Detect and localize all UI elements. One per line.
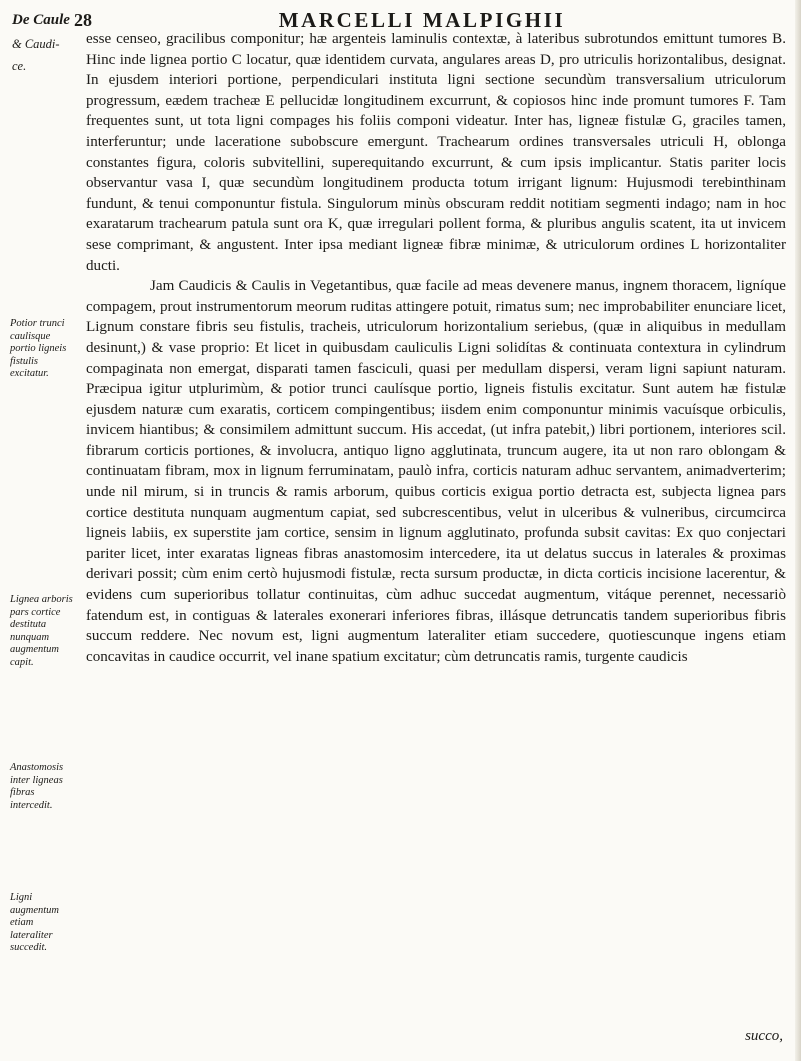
margin-running-head-line: & Caudi- — [12, 37, 60, 51]
page-number: 28 — [74, 10, 92, 30]
paragraph: Jam Caudicis & Caulis in Vegetantibus, quæ facile ad meas devenere manus, ingnem thoracem, ligníque compagem, prout instrumentorum meorum ruditas attingere potuit, rimatus sum; nec improbabiliter enunciare licet, Lignum constare fibris seu fistulis, tracheis, utriculorum horizontalium seriebus, (quæ in aliquibus in medullam desinunt,) & vase proprio: Et licet in quibusdam cauliculis Ligni solidítas & continuata contextura in cylindrum compaginata non emergat, disparati tamen fasciculi, quasi per medullam dispersi, veram ligni sapiunt naturam. Præcipua igitur utplurimùm, & potior trunci caulísque portio, ligneis fistulis excitatur. Sunt autem hæ fistulæ ejusdem naturæ cum exaratis, corticem compingentibus; iisdem enim componuntur minimis vacuísque orbiculis, invicem hiantibus; & consimilem admittunt succum. His accedat, (ut infra patebit,) libri portionem, interiores scil. fibrarum corticis portiones, & involucra, antiquo ligno agglutinata, truncum augere, ita ut non raro oblongam & continuatam fibram, mox in lignum ferruminatam, paulò infra, corticis naturam adhuc servantem, animadverterim; unde nil mirum, si in truncis & ramis arborum, quibus corticis exigua portio detracta est, subjecta lignea pars cortice destituta nunquam augmentum capiat, sed subcrescentibus, velut in ulceribus & vulneribus, circumcirca ligneis labiis, ex superstite jam cortice, sensim in lignum agglutinato, profunda subsit cavitas: Ex quo conjectari pariter licet, inter exaratas ligneas fibras anastomosim intercedere, ita ut delatus succus in laterales & proximas derivari possit; cùm enim certò hujusmodi fistulæ, recta sursum productæ, in dicta corticis incisione lacerentur, & evidens cum superioribus tollatur continuitas, cùm adhuc succedat augmentum, vitáque perennet, necessariò fatendum est, in contiguas & laterales exonerari inferiores fibras, illásque detruncatis tandem superioribus fibris succum reddere. Nec novum est, ligni augmentum lateraliter etiam succedere, quotiescunque ingens etiam concavitas in caudice occurrit, vel inane spatium excitatur; cùm detruncatis ramis, turgente caudicis — [86, 278, 786, 665]
margin-note: Ligni augmentum etiam lateraliter succedit. — [10, 892, 59, 953]
running-head-left: De Caule — [12, 12, 70, 28]
margin-note: Potior trunci caulisque portio ligneis fistulis excitatur. — [10, 318, 67, 379]
page-edge-shadow — [795, 0, 801, 1061]
margin-note: Anastomosis inter ligneas fibras intercedit. — [10, 762, 64, 811]
paragraph: esse censeo, gracilibus componitur; hæ argenteis laminulis contextæ, à lateribus subrotundos emittunt tumores B. Hinc inde lignea portio C locatur, quæ identidem curvata, angulares areas D, pro utriculis horizontalibus, designat. In ejusdem interiori portione, perpendiculari instituta ligni sectione secundùm transversalium utriculorum progressum, eædem tracheæ E pellucidæ longitudinem excurrunt, & copiosos hinc inde promunt tumores F. Tam frequentes sunt, ut tota ligni compages his foliis componi videatur. Inter has, ligneæ fistulæ G, graciles tamen, interferuntur; unde laceratione subobscure emergunt. Trachearum ordines transversales utriculi H, oblonga constantes figura, coloris subvitellini, superequitando excurrunt, & cum ipsis implicantur. Statis pariter locis observantur vasa I, quæ secundùm longitudinem producta totum irrigant lignum: Hujusmodi terebinthinam fundunt, & tenui componuntur fistula. Singulorum minùs obscuram reddit notitiam segmenti indago; nam in hoc exaratarum trachearum patula sunt ora K, quæ irregulari pollent forma, & pluribus angulis scatent, ita ut invicem sese comprimant, & angustent. Inter ipsa mediant ligneæ fibræ minimæ, & utriculorum ordines L horizontaliter ducti. — [86, 31, 786, 274]
body-text — [86, 29, 786, 667]
margin-note: Lignea arboris pars cortice destituta nunquam augmentum capit. — [10, 594, 73, 668]
margin-running-head — [12, 33, 60, 77]
margin-running-head-line: ce. — [12, 59, 27, 73]
running-title: MARCELLI MALPIGHII — [278, 8, 566, 32]
catchword: succo, — [745, 1028, 783, 1044]
